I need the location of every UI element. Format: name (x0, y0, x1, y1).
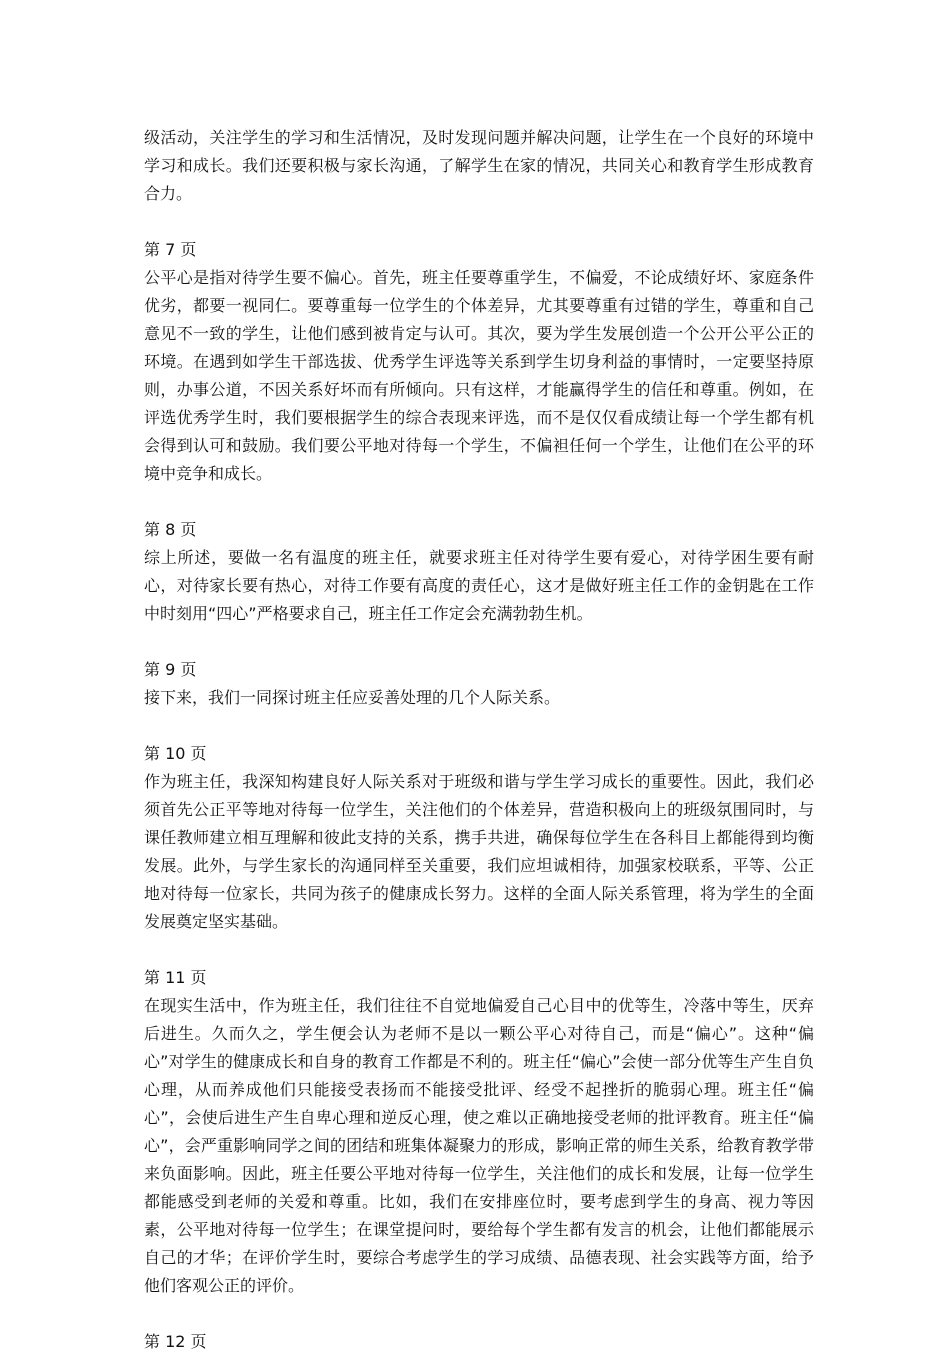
page-label: 第 9 页 (144, 660, 197, 679)
section-paragraph: 在现实生活中，作为班主任，我们往往不自觉地偏爱自己心目中的优等生，冷落中等生，厌弃后进生。久而久之，学生便会认为老师不是以一颗公平心对待自己，而是“偏心”。这种“偏心”对学生的健康成长和自身的教育工作都是不利的。班主任“偏心”会使一部分优等生产生自负心理，从而养成他们只能接受表扬而不能接受批评、经受不起挫折的脆弱心理。班主任“偏心”，会使后进生产生自卑心理和逆反心理，使之难以正确地接受老师的批评教育。班主任“偏心”，会严重影响同学之间的团结和班集体凝聚力的形成，影响正常的师生关系，给教育教学带来负面影响。因此，班主任要公平地对待每一位学生，关注他们的成长和发展，让每一位学生都能感受到老师的关爱和尊重。比如，我们在安排座位时，要考虑到学生的身高、视力等因素，公平地对待每一位学生；在课堂提问时，要给每个学生都有发言的机会，让他们都能展示自己的才华；在评价学生时，要综合考虑学生的学习成绩、品德表现、社会实践等方面，给予他们客观公正的评价。 (144, 996, 814, 1295)
section-page-7 (144, 236, 814, 488)
document-content (144, 124, 814, 1356)
page-label: 第 10 页 (144, 744, 207, 763)
intro-paragraph: 级活动，关注学生的学习和生活情况，及时发现问题并解决问题，让学生在一个良好的环境中学习和成长。我们还要积极与家长沟通，了解学生在家的情况，共同关心和教育学生形成教育合力。 (144, 128, 814, 203)
section-paragraph: 综上所述，要做一名有温度的班主任，就要求班主任对待学生要有爱心，对待学困生要有耐心，对待家长要有热心，对待工作要有高度的责任心，这才是做好班主任工作的金钥匙在工作中时刻用“四心”严格要求自己，班主任工作定会充满勃勃生机。 (144, 548, 814, 623)
section-page-11 (144, 964, 814, 1300)
section-paragraph: 公平心是指对待学生要不偏心。首先，班主任要尊重学生，不偏爱，不论成绩好坏、家庭条件优劣，都要一视同仁。要尊重每一位学生的个体差异，尤其要尊重有过错的学生，尊重和自己意见不一致的学生，让他们感到被肯定与认可。其次，要为学生发展创造一个公开公平公正的环境。在遇到如学生干部选拔、优秀学生评选等关系到学生切身利益的事情时，一定要坚持原则，办事公道，不因关系好坏而有所倾向。只有这样，才能赢得学生的信任和尊重。例如，在评选优秀学生时，我们要根据学生的综合表现来评选，而不是仅仅看成绩让每一个学生都有机会得到认可和鼓励。我们要公平地对待每一个学生，不偏袒任何一个学生，让他们在公平的环境中竞争和成长。 (144, 268, 814, 483)
section-page-10 (144, 740, 814, 936)
page-label: 第 12 页 (144, 1332, 207, 1351)
section-paragraph: 作为班主任，我深知构建良好人际关系对于班级和谐与学生学习成长的重要性。因此，我们必须首先公正平等地对待每一位学生，关注他们的个体差异，营造积极向上的班级氛围同时，与课任教师建立相互理解和彼此支持的关系，携手共进，确保每位学生在各科目上都能得到均衡发展。此外，与学生家长的沟通同样至关重要，我们应坦诚相待，加强家校联系，平等、公正地对待每一位家长，共同为孩子的健康成长努力。这样的全面人际关系管理，将为学生的全面发展奠定坚实基础。 (144, 772, 814, 931)
section-page-9 (144, 656, 814, 712)
page-label: 第 11 页 (144, 968, 207, 987)
section-page-8 (144, 516, 814, 628)
page-label: 第 7 页 (144, 240, 197, 259)
page-label: 第 8 页 (144, 520, 197, 539)
section-paragraph: 接下来，我们一同探讨班主任应妥善处理的几个人际关系。 (144, 688, 561, 707)
section-page-12 (144, 1328, 814, 1356)
